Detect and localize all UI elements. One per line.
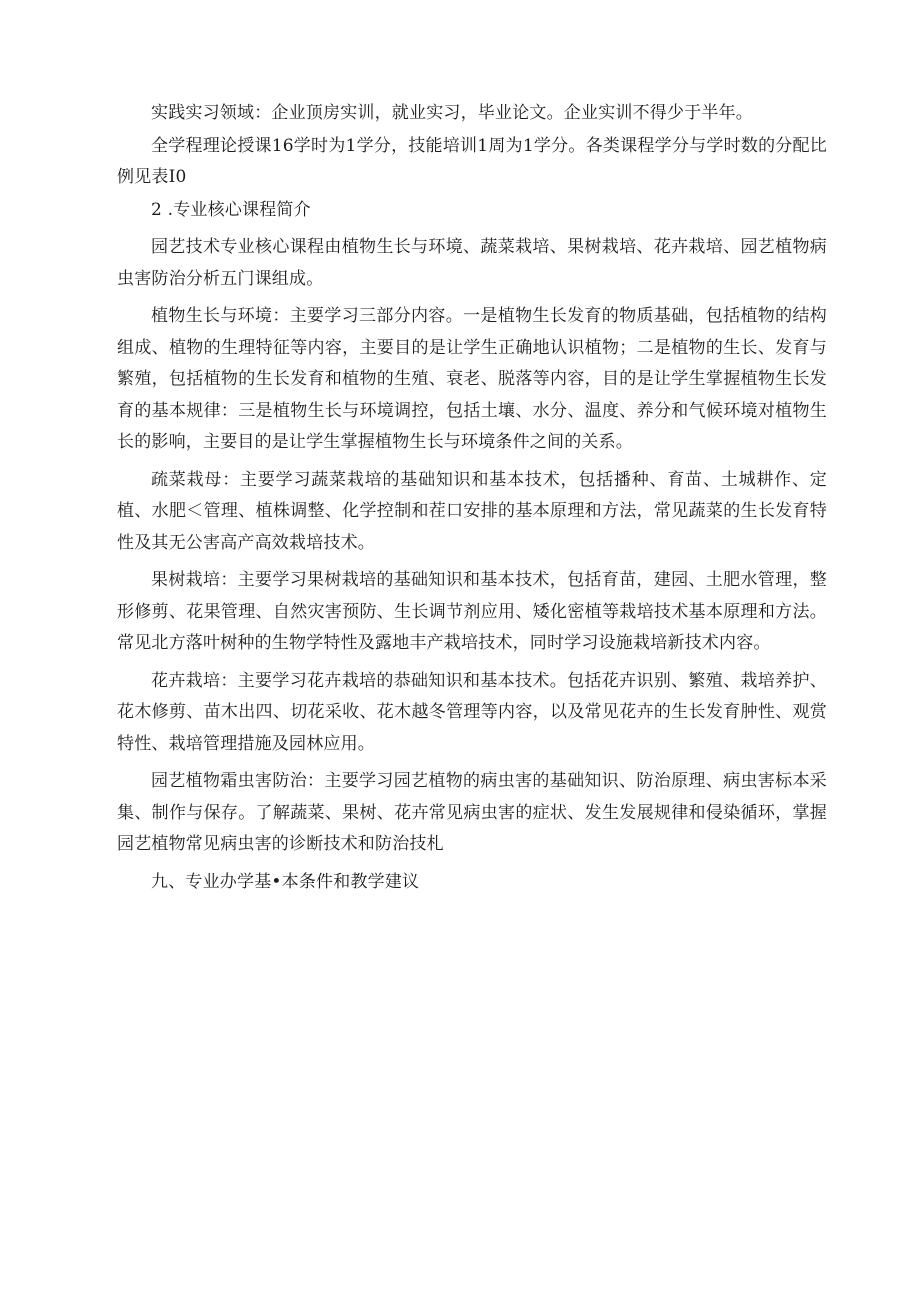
paragraph-plant-growth-environment: 植物生长与环境：主要学习三部分内容。一是植物生长发育的物质基础，包括植物的结构组成、植物的生理特征等内容，主要目的是让学生正确地认识植物；二是植物的生长、发育与繁殖，包括植物的生长发育和植物的生殖、衰老、脱落等内容，目的是让学生掌握植物生长发育的基本规律：三是植物生长与环境调控，包括土壤、水分、温度、养分和气候环境对植物生长的影响，主要目的是让学生掌握植物生长与环境条件之间的关系。 [117,306,827,452]
document-body [117,98,827,904]
paragraph-pest-control: 园艺植物霜虫害防治：主要学习园艺植物的病虫害的基础知识、防治原理、病虫害标本采集、制作与保存。了解蔬菜、果树、花卉常见病虫害的症状、发生发展规律和侵染循环，掌握园艺植物常见病虫害的诊断技术和防治技札 [117,771,827,854]
section-heading-core-courses: 2 .专业核心课程简介 [151,199,311,220]
paragraph-flower-cultivation: 花卉栽培：主要学习花卉栽培的恭础知识和基本技术。包括花卉识别、繁殖、栽培养护、花木修剪、苗木出四、切花采收、花木越冬管理等内容，以及常见花卉的生长发育肿性、观赏特性、栽培管理措施及园林应用。 [117,670,827,754]
paragraph-credit-rules: 全学程理论授课16学时为1学分，技能培训1周为1学分。各类课程学分与学时数的分配比例见表I0 [117,135,827,187]
paragraph-core-course-overview: 园艺技术专业核心课程由植物生长与环境、蔬菜栽培、果树栽培、花卉栽培、园艺植物病虫害防治分析五门课组成。 [117,237,827,289]
section-heading-conditions: 九、专业办学基•本条件和教学建议 [151,871,420,892]
paragraph-practice-fields: 实践实习领域：企业顶房实训，就业实习，毕业论文。企业实训不得少于半年。 [151,103,753,123]
paragraph-vegetable-cultivation: 疏菜栽母：主要学习蔬菜栽培的基础知识和基本技术，包括播种、育苗、土城耕作、定植、水肥＜管理、植株调整、化学控制和茬口安排的基本原理和方法，常见蔬菜的生长发育特性及其无公害高产高效栽培技术。 [117,469,827,553]
paragraph-fruit-tree-cultivation: 果树栽培：主要学习果树栽培的基础知识和基本技术，包括育苗，建园、土肥水管理，整形修剪、花果管理、自然灾害预防、生长调节剂应用、矮化密植等栽培技术基本原理和方法。常见北方落叶树种的生物学特性及露地丰产栽培技术，同时学习设施栽培新技术内容。 [117,570,827,653]
